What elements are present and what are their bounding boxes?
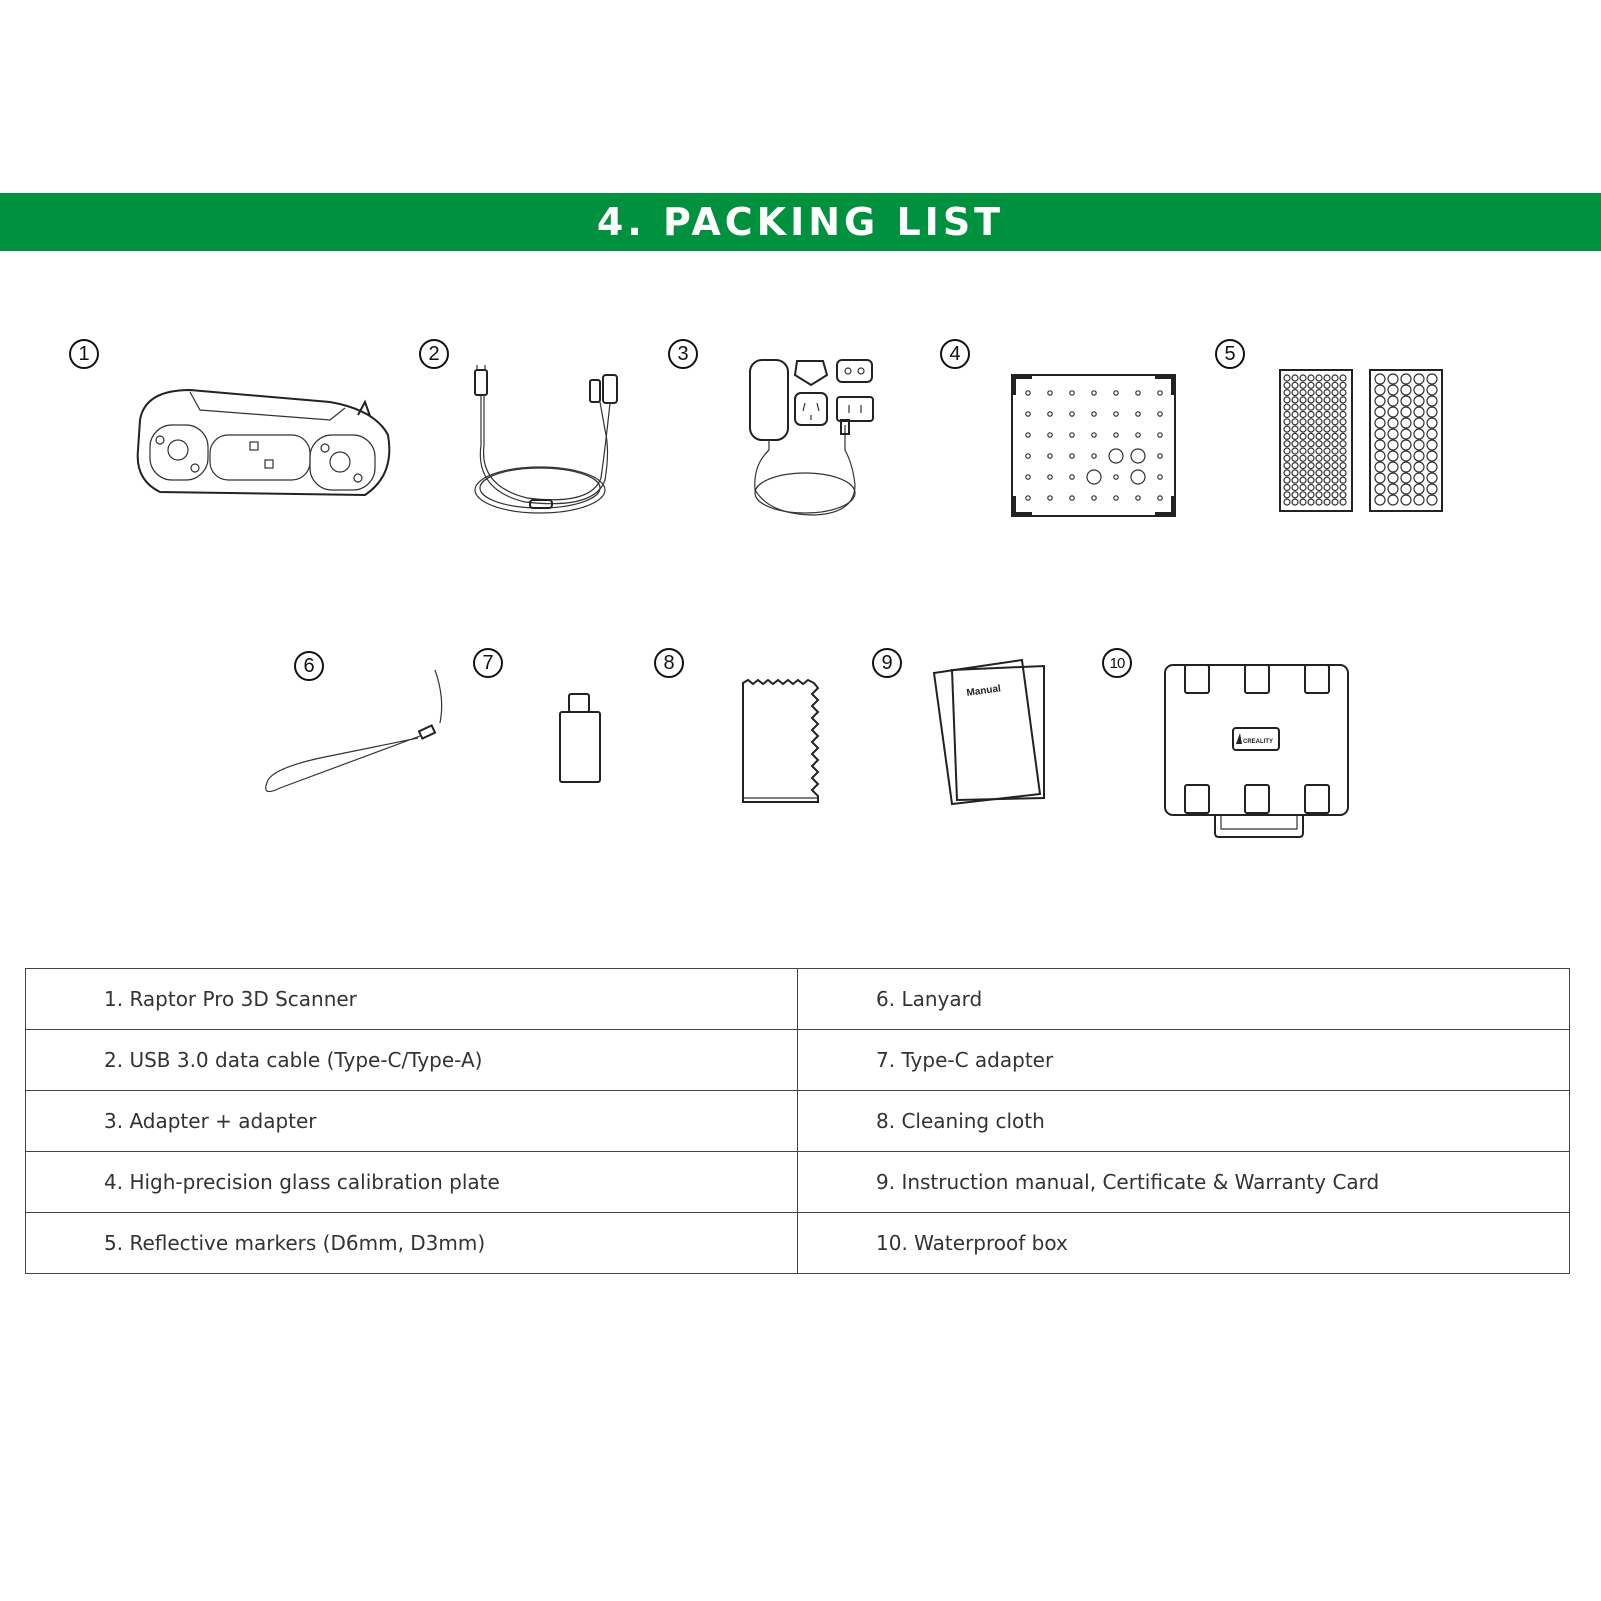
lanyard-icon <box>260 668 460 808</box>
item-number-2: 2 <box>419 339 449 369</box>
item-number-10: 10 <box>1102 648 1132 678</box>
table-cell: 4. High-precision glass calibration plate <box>26 1152 798 1213</box>
packing-list-table <box>25 968 1570 1274</box>
waterproof-box-icon <box>1163 663 1353 838</box>
type-c-adapter-icon <box>555 692 605 785</box>
table-cell: 9. Instruction manual, Certificate & Warranty Card <box>798 1152 1570 1213</box>
table-cell: 8. Cleaning cloth <box>798 1091 1570 1152</box>
3d-scanner-icon <box>130 380 400 510</box>
item-number-4: 4 <box>940 339 970 369</box>
table-cell: 3. Adapter + adapter <box>26 1091 798 1152</box>
box-brand-label: CREALITY <box>1243 739 1273 745</box>
section-banner <box>0 193 1601 251</box>
manual-icon <box>932 658 1052 806</box>
table-cell: 5. Reflective markers (D6mm, D3mm) <box>26 1213 798 1274</box>
usb-cable-icon <box>465 360 625 525</box>
item-number-5: 5 <box>1215 339 1245 369</box>
table-cell: 2. USB 3.0 data cable (Type-C/Type-A) <box>26 1030 798 1091</box>
table-row <box>26 1030 1570 1091</box>
section-title: 4. PACKING LIST <box>596 200 1005 244</box>
item-number-7: 7 <box>473 648 503 678</box>
table-row <box>26 1213 1570 1274</box>
table-cell: 1. Raptor Pro 3D Scanner <box>26 969 798 1030</box>
cleaning-cloth-icon <box>738 678 828 808</box>
table-cell: 6. Lanyard <box>798 969 1570 1030</box>
item-number-6: 6 <box>294 651 324 681</box>
power-adapter-icon <box>745 355 895 525</box>
manual-cover-label: Manual <box>965 683 1002 699</box>
calibration-plate-icon <box>1010 373 1177 518</box>
table-cell: 10. Waterproof box <box>798 1213 1570 1274</box>
table-row <box>26 1091 1570 1152</box>
item-number-3: 3 <box>668 339 698 369</box>
table-cell: 7. Type-C adapter <box>798 1030 1570 1091</box>
table-row <box>26 1152 1570 1213</box>
item-number-8: 8 <box>654 648 684 678</box>
table-row <box>26 969 1570 1030</box>
reflective-markers-icon <box>1278 368 1448 513</box>
item-number-1: 1 <box>69 339 99 369</box>
item-number-9: 9 <box>872 648 902 678</box>
